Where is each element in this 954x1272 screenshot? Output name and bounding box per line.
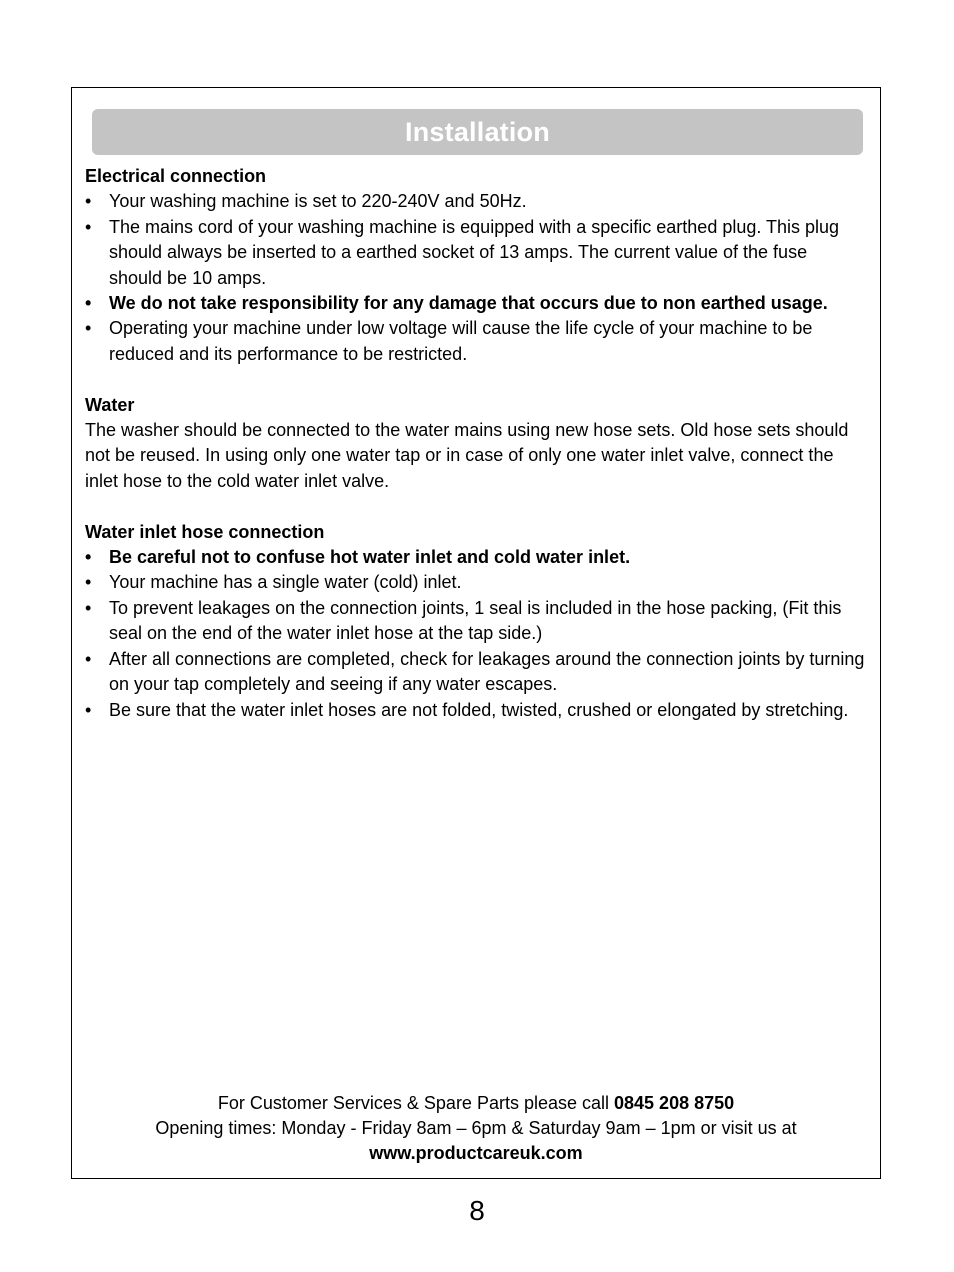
footer-opening-times: Opening times: Monday - Friday 8am – 6pm & Saturday 9am – 1pm or visit us at: [155, 1118, 797, 1138]
title-bar: [92, 109, 863, 155]
spacer: [85, 494, 865, 519]
electrical-heading: Electrical connection: [85, 166, 267, 186]
page-frame: [71, 87, 881, 1179]
inlet-heading: Water inlet hose connection: [85, 521, 325, 542]
page-title: Installation: [405, 116, 550, 147]
footer-call-text: For Customer Services & Spare Parts please call: [217, 1093, 615, 1113]
phone-number: 0845 208 8750: [614, 1093, 735, 1113]
water-paragraph: The washer should be connected to the water mains using new hose sets. Old hose sets should not be reused. In using only one water tap or in case of only one water inlet valve, connect the inlet hose to the cold water inlet valve.: [85, 420, 849, 491]
list-item: • Be sure that the water inlet hoses are not folded, twisted, crushed or elongated by stretching.: [85, 698, 865, 723]
electrical-list: [85, 189, 865, 367]
spacer: [85, 367, 865, 392]
inlet-list: [85, 545, 865, 723]
list-item: • We do not take responsibility for any damage that occurs due to non earthed usage.: [85, 291, 865, 316]
footer: [72, 1091, 880, 1166]
list-item: • Be careful not to confuse hot water inlet and cold water inlet.: [85, 545, 865, 570]
water-heading: Water: [85, 394, 135, 415]
list-item: • To prevent leakages on the connection joints, 1 seal is included in the hose packing, (Fit this seal on the end of the water inlet hose at the tap side.): [85, 596, 865, 647]
list-item: • Your machine has a single water (cold) inlet.: [85, 570, 865, 595]
main-content: [85, 164, 865, 723]
website-link[interactable]: www.productcareuk.com: [369, 1143, 583, 1163]
list-item: • Operating your machine under low voltage will cause the life cycle of your machine to be reduced and its performance to be restricted.: [85, 316, 865, 367]
page-number: 8: [469, 1195, 485, 1226]
list-item: • The mains cord of your washing machine is equipped with a specific earthed plug. This plug should always be inserted to a earthed socket of 13 amps. The current value of the fuse should be 10 amps.: [85, 215, 865, 291]
list-item: • Your washing machine is set to 220-240V and 50Hz.: [85, 189, 865, 214]
list-item: • After all connections are completed, check for leakages around the connection joints by turning on your tap completely and seeing if any water escapes.: [85, 647, 865, 698]
footer-line-1: [72, 1091, 880, 1116]
